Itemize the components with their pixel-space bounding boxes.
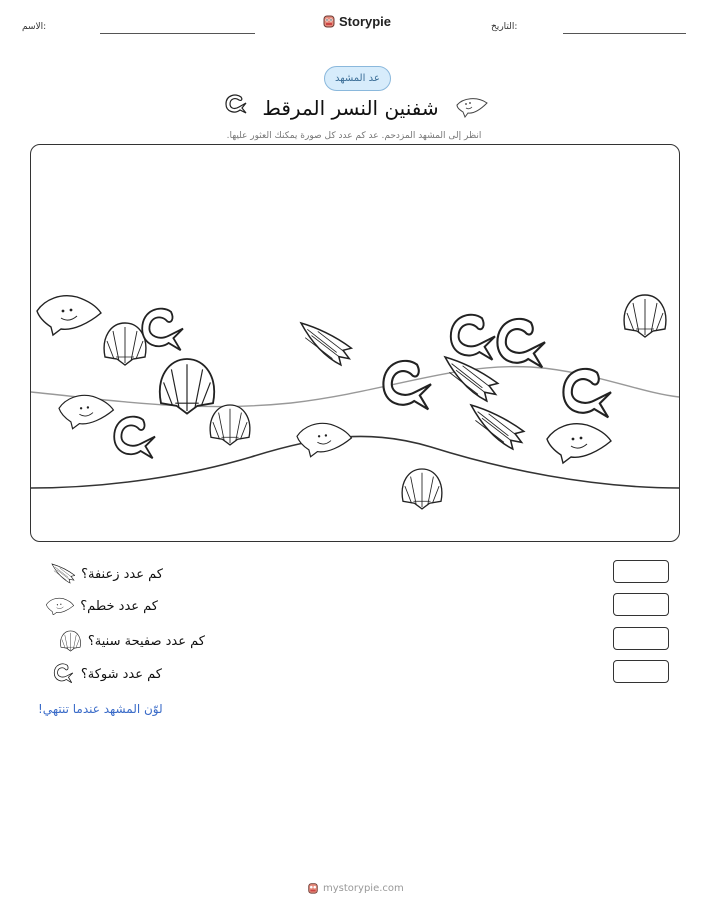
shell-icon [60,630,82,652]
barb-icon [51,663,75,685]
scene-drawing [31,145,679,541]
date-label: التاريخ: [491,22,518,32]
question-text: كم عدد شوكة؟ [80,666,162,682]
shell-1 [104,323,146,365]
barb-4 [451,315,495,360]
barb-2 [114,417,155,459]
snout-icon [455,96,489,118]
fin-icon [51,563,75,585]
barb-icon [222,92,250,118]
fin-3 [471,405,524,449]
question-text: كم عدد صفيحة سنية؟ [87,633,205,649]
fin-1 [301,323,351,365]
fin-2 [445,357,498,401]
brand-logo [322,13,391,29]
mascot-icon [322,13,336,29]
ray-4 [547,424,611,463]
shell-5 [624,295,666,337]
barb-5 [497,319,545,368]
date-line[interactable] [563,33,686,34]
shell-3 [210,405,250,445]
brand-name: Storypie [339,13,392,29]
answer-box-3[interactable] [613,627,669,650]
shell-4 [402,469,442,509]
barb-3 [383,361,431,410]
question-text: كم عدد خطم؟ [80,598,158,614]
instructions: انظر إلى المشهد المزدحم. عد كم عدد كل صورة يمكنك العثور عليها. [226,131,482,141]
footer [307,881,404,895]
question-text: كم عدد زعنفة؟ [81,566,163,582]
barb-6 [563,369,611,418]
name-line[interactable] [100,33,255,34]
question-row-2 [46,597,158,615]
name-label: الاسم: [22,22,47,32]
activity-badge: عد المشهد [324,66,391,91]
question-row-3 [60,630,205,652]
snout-icon [46,597,74,615]
barb-1 [142,309,183,351]
ray-3 [297,423,351,456]
mascot-icon [307,881,319,895]
question-row-1 [51,563,163,585]
coloring-note: لوّن المشهد عندما تنتهي! [38,702,163,716]
answer-box-4[interactable] [613,660,669,683]
answer-box-1[interactable] [613,560,669,583]
ray-1 [37,296,101,335]
counting-scene [30,144,680,542]
footer-url[interactable]: mystorypie.com [323,882,404,894]
question-row-4 [51,663,162,685]
page-title: شفنين النسر المرقط [262,96,439,120]
answer-box-2[interactable] [613,593,669,616]
